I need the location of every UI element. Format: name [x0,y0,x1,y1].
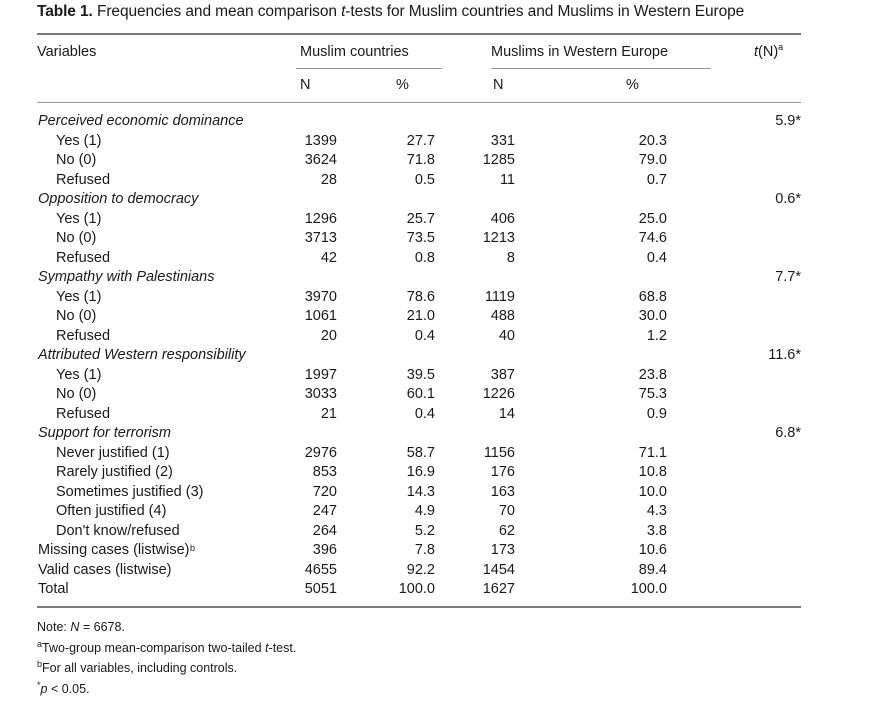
table-row [0,523,875,542]
cell-n-western-europe: 163 [490,483,515,500]
cell-n-muslim-countries: 1296 [304,210,337,227]
cell-n-muslim-countries: 21 [320,405,337,422]
footnote-b-mark: b [37,658,43,669]
row-label: Sympathy with Palestinians [38,269,215,285]
cell-n-muslim-countries: 3624 [304,152,337,168]
table-label: Table 1. [37,3,93,20]
footnote-b-text: For all variables, including controls. [42,661,238,675]
cell-n-western-europe: 1627 [482,581,515,597]
table-row [0,152,875,171]
cell-pct-western-europe: 1.2 [646,327,667,344]
table-row [0,289,875,308]
header-bottom-rule [37,102,801,103]
cell-pct-muslim-countries: 14.3 [406,483,435,500]
table-notes [37,620,296,702]
cell-pct-muslim-countries: 21.0 [406,308,435,324]
cell-n-muslim-countries: 5051 [304,581,337,597]
footnote-p-symbol: p [40,681,48,696]
cell-n-muslim-countries: 28 [320,171,337,188]
cell-n-muslim-countries: 42 [320,249,337,266]
row-label: Refused [56,249,111,266]
row-label: Refused [56,405,111,422]
caption-text-pre: Frequencies and mean comparison [97,3,342,20]
cell-pct-western-europe: 89.4 [638,561,667,578]
group-row [0,425,875,444]
table-row [0,367,875,386]
cell-pct-muslim-countries: 7.8 [414,542,435,558]
table-row [0,503,875,522]
cell-pct-western-europe: 68.8 [638,288,667,305]
cell-t-value: 7.7* [775,269,801,285]
cell-pct-western-europe: 30.0 [638,308,667,324]
cell-pct-muslim-countries: 0.4 [414,327,435,344]
cell-pct-western-europe: 10.0 [638,483,667,500]
cell-n-muslim-countries: 264 [312,522,337,539]
cell-pct-muslim-countries: 5.2 [414,522,435,539]
table-row [0,308,875,327]
cell-pct-muslim-countries: 71.8 [406,152,435,168]
row-label: Refused [56,171,111,188]
footnote-a-t: t [265,640,269,655]
row-label: No (0) [56,152,97,168]
cell-n-muslim-countries: 3970 [304,288,337,305]
group-row [0,113,875,132]
note-value: = 6678. [79,620,125,634]
cell-n-muslim-countries: 1997 [304,366,337,383]
cell-pct-western-europe: 100.0 [630,581,667,597]
cell-t-value: 6.8* [775,425,801,441]
row-label: Perceived economic dominance [38,113,244,129]
row-label: Rarely justified (2) [56,464,173,480]
cell-n-muslim-countries: 1061 [304,308,337,324]
bottom-rule [37,606,801,608]
table-row [0,542,875,561]
cell-pct-western-europe: 3.8 [646,522,667,539]
cell-pct-muslim-countries: 100.0 [398,581,435,597]
cell-t-value: 5.9* [775,113,801,129]
footnote-star: * [37,679,41,690]
cell-pct-western-europe: 4.3 [646,503,667,519]
note-prefix: Note: [37,620,71,634]
table-row [0,133,875,152]
group-row [0,191,875,210]
cell-pct-muslim-countries: 16.9 [406,464,435,480]
cell-pct-western-europe: 71.1 [638,444,667,461]
row-label: Refused [56,327,111,344]
group-row [0,269,875,288]
header-n-1: N [300,77,311,93]
cell-n-western-europe: 8 [506,249,515,266]
row-label-sup: b [190,543,196,553]
group-row [0,347,875,366]
row-label: Sometimes justified (3) [56,483,204,500]
table-caption [37,3,744,21]
row-label: Often justified (4) [56,503,167,519]
caption-text-post: -tests for Muslim countries and Muslims in Western Europe [345,3,745,20]
header-t-sup: a [778,42,784,53]
row-label: Opposition to democracy [38,191,199,207]
cell-n-western-europe: 40 [498,327,515,344]
row-label: Yes (1) [56,366,102,383]
table-row [0,250,875,269]
cell-n-western-europe: 1213 [482,230,515,246]
table-row [0,211,875,230]
header-pct-2: % [626,77,639,93]
cell-n-western-europe: 173 [490,542,515,558]
group-rule-muslim-countries [296,68,442,69]
footnote-a-text: Two-group mean-comparison two-tailed [42,640,266,655]
cell-n-muslim-countries: 1399 [304,132,337,149]
row-label: No (0) [56,386,97,402]
cell-pct-muslim-countries: 60.1 [406,386,435,402]
cell-pct-western-europe: 25.0 [638,210,667,227]
row-label: Support for terrorism [38,425,171,441]
row-label: Never justified (1) [56,444,170,461]
table-row [0,484,875,503]
header-t: t [754,44,759,60]
table-row [0,581,875,600]
cell-n-muslim-countries: 247 [312,503,337,519]
cell-pct-muslim-countries: 0.5 [414,171,435,188]
cell-pct-muslim-countries: 73.5 [406,230,435,246]
footnote-b [37,658,296,682]
cell-n-muslim-countries: 3713 [304,230,337,246]
row-label: Total [38,581,69,597]
cell-n-western-europe: 11 [499,171,515,188]
header-pct-1: % [396,77,409,93]
cell-pct-muslim-countries: 78.6 [406,288,435,305]
note-n: N [70,620,80,634]
cell-pct-muslim-countries: 39.5 [406,366,435,383]
table-row [0,445,875,464]
row-label: Don't know/refused [56,522,180,539]
cell-n-western-europe: 70 [498,503,515,519]
cell-n-muslim-countries: 853 [312,464,337,480]
table-row [0,386,875,405]
cell-n-western-europe: 331 [490,132,515,149]
cell-n-muslim-countries: 3033 [304,386,337,402]
footnote-p [37,679,296,703]
cell-t-value: 0.6* [775,191,801,207]
cell-pct-western-europe: 23.8 [638,366,667,383]
row-label: No (0) [56,308,97,324]
table-row [0,464,875,483]
cell-n-western-europe: 1156 [483,444,515,461]
header-t-paren: (N) [758,44,779,60]
cell-n-muslim-countries: 4655 [304,561,337,578]
cell-pct-western-europe: 79.0 [638,152,667,168]
row-label: No (0) [56,230,97,246]
row-label: Missing cases (listwise) [38,542,190,558]
table-row [0,172,875,191]
cell-pct-muslim-countries: 0.8 [414,249,435,266]
table-row [0,230,875,249]
cell-pct-muslim-countries: 4.9 [414,503,435,519]
cell-pct-western-europe: 74.6 [638,230,667,246]
cell-pct-western-europe: 10.8 [638,464,667,480]
header-t-n [754,44,783,60]
cell-n-western-europe: 387 [490,366,515,383]
row-label: Valid cases (listwise) [38,561,172,578]
header-western-europe: Muslims in Western Europe [491,44,669,60]
cell-pct-western-europe: 20.3 [638,132,667,149]
row-label: Attributed Western responsibility [38,347,246,363]
cell-pct-muslim-countries: 27.7 [406,132,435,149]
row-label: Yes (1) [56,288,102,305]
header-muslim-countries: Muslim countries [300,44,409,60]
cell-n-western-europe: 1285 [482,152,515,168]
caption-t: t [341,3,346,20]
group-rule-western-europe [491,68,711,69]
cell-n-western-europe: 1454 [482,561,515,578]
footnote-p-text: < 0.05. [47,681,90,696]
header-variables: Variables [37,44,97,60]
cell-pct-muslim-countries: 92.2 [406,561,435,578]
footnote-a [37,638,297,662]
row-label: Yes (1) [56,132,102,149]
table-row [0,328,875,347]
cell-n-western-europe: 406 [490,210,515,227]
row-label: Yes (1) [56,210,102,227]
cell-pct-muslim-countries: 25.7 [406,210,435,227]
cell-pct-western-europe: 10.6 [638,542,667,558]
cell-n-muslim-countries: 2976 [304,444,337,461]
cell-n-western-europe: 1226 [482,386,515,402]
top-rule [37,33,801,35]
cell-n-muslim-countries: 20 [320,327,337,344]
footnote-a-mark: a [37,638,43,649]
cell-pct-muslim-countries: 58.7 [406,444,435,461]
footnote-a-post: -test. [268,640,297,655]
cell-pct-western-europe: 0.4 [646,249,667,266]
cell-n-western-europe: 62 [498,522,515,539]
table-row [0,406,875,425]
cell-n-western-europe: 1119 [484,288,515,305]
cell-n-western-europe: 488 [490,308,515,324]
cell-n-muslim-countries: 396 [312,542,337,558]
cell-t-value: 11.6* [768,347,801,363]
header-n-2: N [493,77,504,93]
cell-n-western-europe: 176 [490,464,515,480]
cell-pct-western-europe: 0.9 [646,405,667,422]
cell-n-western-europe: 14 [498,405,515,422]
cell-pct-muslim-countries: 0.4 [414,405,435,422]
cell-pct-western-europe: 75.3 [638,386,667,402]
cell-pct-western-europe: 0.7 [646,171,667,188]
cell-n-muslim-countries: 720 [312,483,337,500]
note-line [37,620,296,641]
table-row [0,562,875,581]
